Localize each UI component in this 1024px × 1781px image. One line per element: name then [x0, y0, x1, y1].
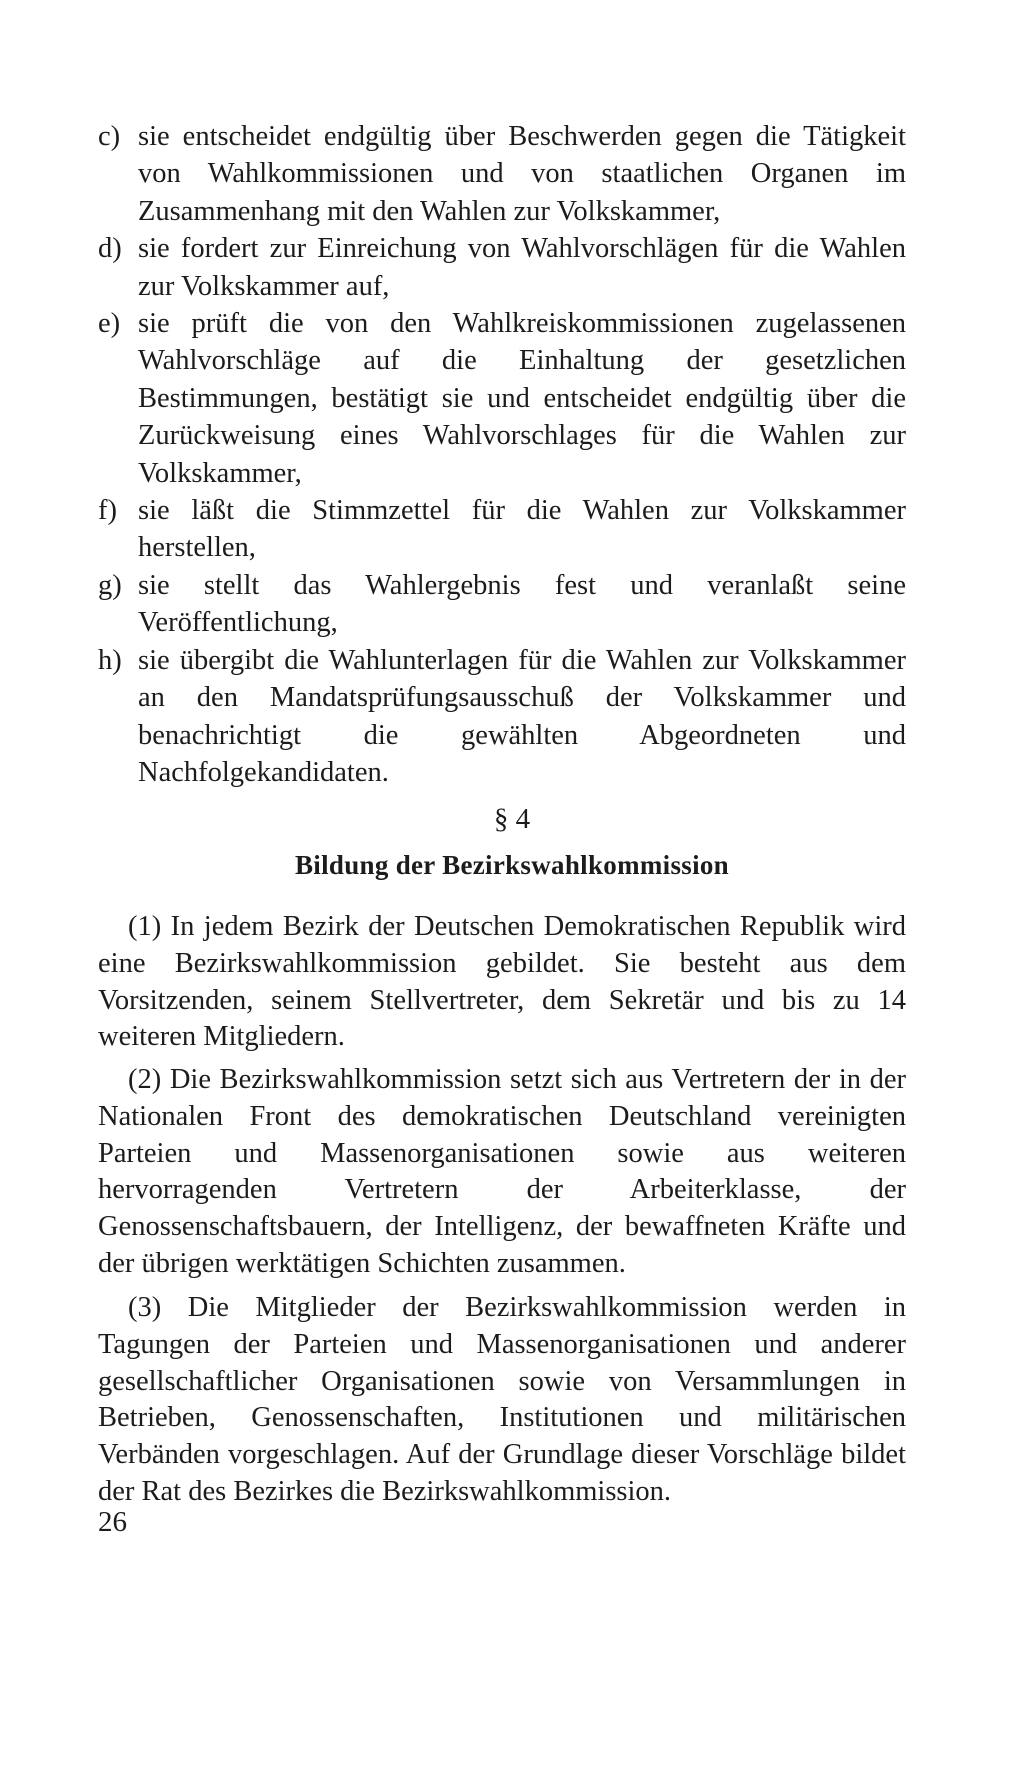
page-number: 26	[98, 1506, 127, 1538]
list-item-text: sie läßt die Stimmzettel für die Wahlen zur Volkskammer herstellen,	[138, 495, 906, 564]
list-item-text: sie entscheidet endgültig über Beschwerden gegen die Tätigkeit von Wahlkommissionen und von staatlichen Organen im Zusammenhang mit den Wahlen zur Volkskammer,	[138, 121, 906, 227]
list-item-d	[98, 230, 906, 305]
list-item-label: h)	[98, 644, 122, 676]
list-item-h	[98, 642, 906, 792]
list-item-label: e)	[98, 308, 121, 340]
list-item-text: sie stellt das Wahlergebnis fest und veranlaßt seine Veröffentlichung,	[138, 569, 906, 639]
enumerated-list	[98, 118, 906, 791]
list-item-text: sie übergibt die Wahlunterlagen für die Wahlen zur Volkskammer an den Mandatsprüfungsausschuß der Volkskammer und benachrichtigt die gewählten Abgeordneten und Nachfolgekandidaten.	[138, 644, 906, 788]
paragraph-2: (2) Die Bezirkswahlkommission setzt sich aus Vertretern der in der Nationalen Front des demokratischen Deutschland vereinigten Parteien und Massenorganisationen sowie aus weiteren hervorragenden Vertretern der Arbeiterklasse, der Genossenschaftsbauern, der Intelligenz, der bewaffneten Kräfte und der übrigen werktätigen Schichten zusammen.	[98, 1064, 906, 1279]
list-item-g	[98, 567, 906, 642]
list-item-text: sie fordert zur Einreichung von Wahlvorschlägen für die Wahlen zur Volkskammer auf,	[138, 233, 906, 302]
paragraph-3: (3) Die Mitglieder der Bezirkswahlkommission werden in Tagungen der Parteien und Massenorganisationen und anderer gesellschaftlicher Organisationen sowie von Versammlungen in Betrieben, Genossenschaften, Institutionen und militärischen Verbänden vorgeschlagen. Auf der Grundlage dieser Vorschläge bildet der Rat des Bezirkes die Bezirkswahlkommission.	[98, 1292, 906, 1507]
list-item-label: c)	[98, 121, 121, 152]
section-number: § 4	[493, 803, 531, 835]
list-item-label: d)	[98, 233, 122, 265]
list-item-text: sie prüft die von den Wahlkreiskommissionen zugelassenen Wahlvorschläge auf die Einhaltung der gesetzlichen Bestimmungen, bestätigt sie und entscheidet endgültig über die Zurückweisung eines Wahlvorschlages für die Wahlen zur Volkskammer,	[138, 308, 906, 489]
list-item-f	[98, 492, 906, 567]
section-title: Bildung der Bezirkswahlkommission	[295, 850, 729, 880]
list-item-e	[98, 305, 906, 492]
list-item-label: f)	[98, 495, 117, 527]
paragraph-1: (1) In jedem Bezirk der Deutschen Demokratischen Republik wird eine Bezirkswahlkommission gebildet. Sie besteht aus dem Vorsitzenden, seinem Stellvertreter, dem Sekretär und bis zu 14 weiteren Mitgliedern.	[98, 911, 906, 1053]
list-item-c	[98, 118, 906, 230]
list-item-label: g)	[98, 569, 122, 601]
